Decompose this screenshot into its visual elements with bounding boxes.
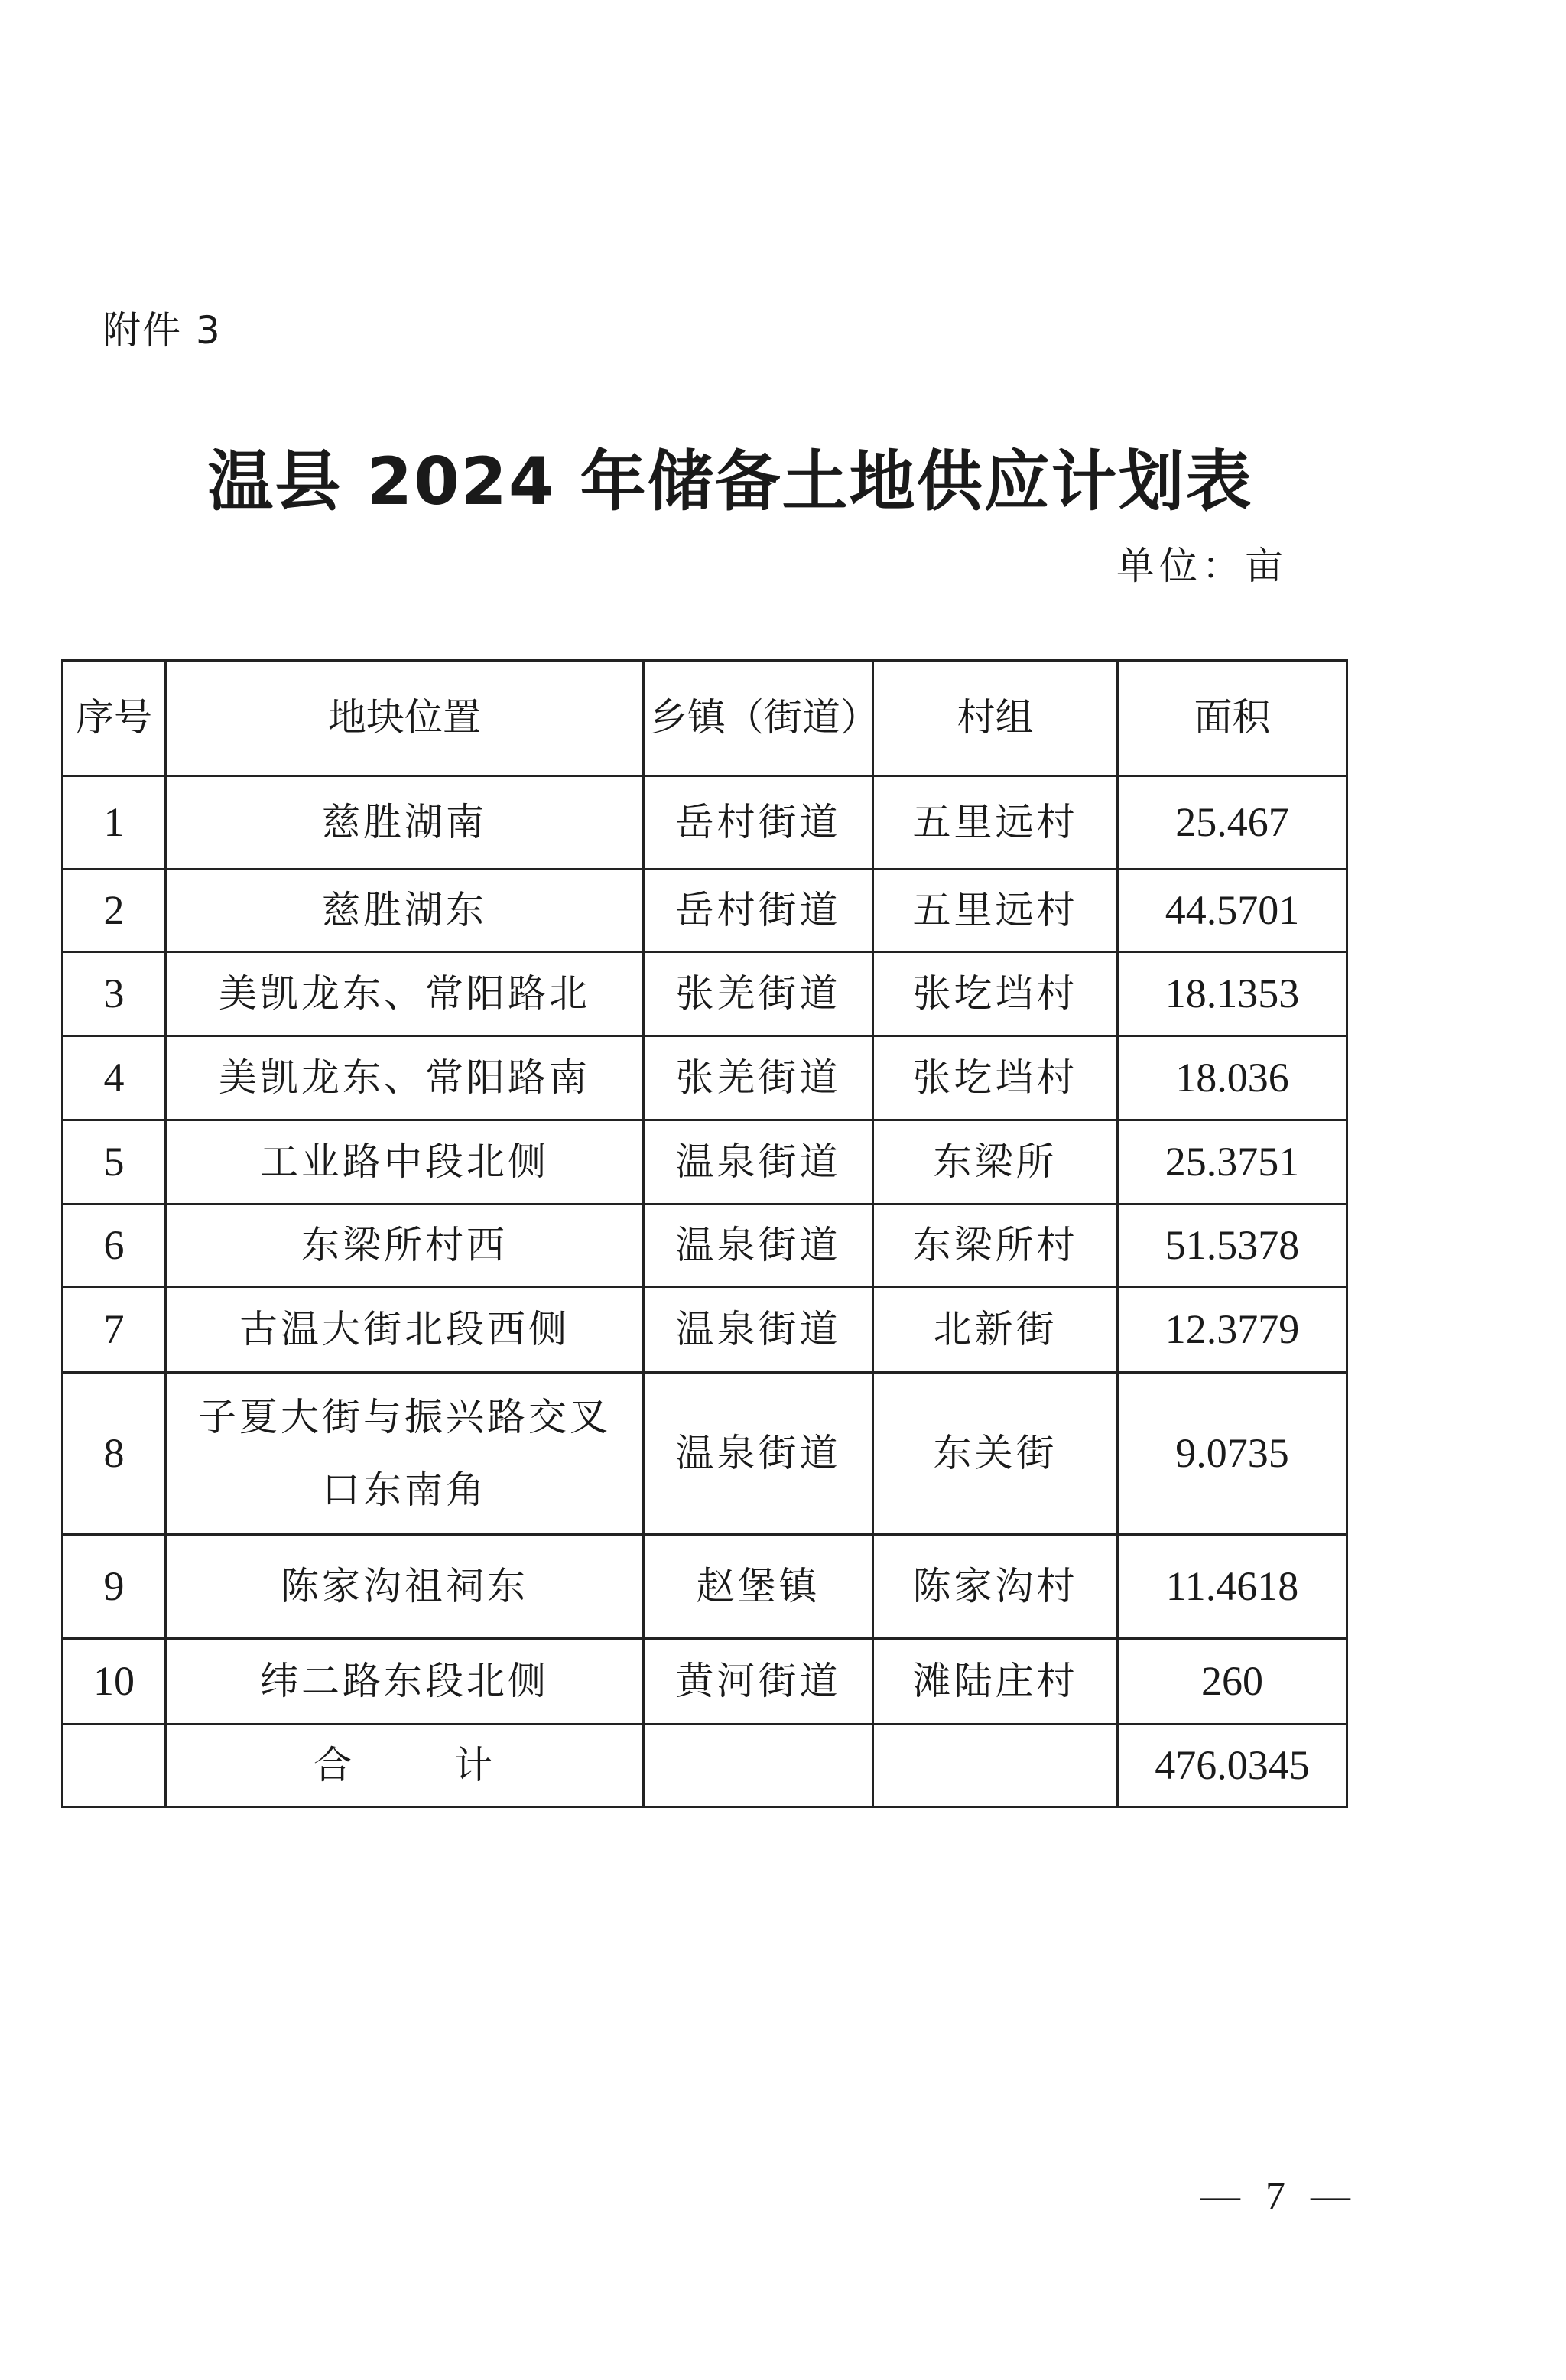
table-row xyxy=(63,952,1347,1036)
cell-area: 12.3779 xyxy=(1118,1287,1347,1373)
table-row xyxy=(63,1373,1347,1535)
header-village: 村组 xyxy=(873,661,1118,776)
total-area: 476.0345 xyxy=(1118,1725,1347,1807)
cell-location: 古温大街北段西侧 xyxy=(166,1287,644,1373)
cell-serial: 5 xyxy=(63,1120,166,1205)
cell-town: 黄河街道 xyxy=(644,1639,873,1725)
unit-label: 单位：亩 xyxy=(1116,544,1288,588)
table-row xyxy=(63,1535,1347,1639)
cell-area: 9.0735 xyxy=(1118,1373,1347,1535)
cell-serial: 4 xyxy=(63,1036,166,1120)
cell-village: 东梁所 xyxy=(873,1120,1118,1205)
table-row xyxy=(63,1205,1347,1287)
cell-location: 慈胜湖南 xyxy=(166,776,644,870)
total-serial-empty xyxy=(63,1725,166,1807)
cell-serial: 10 xyxy=(63,1639,166,1725)
total-town-empty xyxy=(644,1725,873,1807)
cell-area: 25.467 xyxy=(1118,776,1347,870)
cell-village: 北新街 xyxy=(873,1287,1118,1373)
cell-village: 陈家沟村 xyxy=(873,1535,1118,1639)
cell-village: 东关街 xyxy=(873,1373,1118,1535)
cell-serial: 3 xyxy=(63,952,166,1036)
table-row xyxy=(63,776,1347,870)
cell-town: 岳村街道 xyxy=(644,776,873,870)
table-row xyxy=(63,870,1347,952)
cell-serial: 9 xyxy=(63,1535,166,1639)
cell-town: 张羌街道 xyxy=(644,952,873,1036)
cell-location: 子夏大街与振兴路交叉口东南角 xyxy=(166,1373,644,1535)
cell-serial: 6 xyxy=(63,1205,166,1287)
total-label-part1: 合 xyxy=(314,1742,355,1787)
cell-area: 11.4618 xyxy=(1118,1535,1347,1639)
cell-location: 东梁所村西 xyxy=(166,1205,644,1287)
cell-area: 51.5378 xyxy=(1118,1205,1347,1287)
cell-town: 温泉街道 xyxy=(644,1287,873,1373)
land-supply-table xyxy=(61,659,1348,1808)
cell-serial: 1 xyxy=(63,776,166,870)
total-label xyxy=(166,1725,644,1807)
table-row xyxy=(63,1120,1347,1205)
cell-serial: 8 xyxy=(63,1373,166,1535)
cell-serial: 2 xyxy=(63,870,166,952)
cell-location: 陈家沟祖祠东 xyxy=(166,1535,644,1639)
attachment-label: 附件 3 xyxy=(102,308,222,353)
cell-village: 东梁所村 xyxy=(873,1205,1118,1287)
cell-location: 慈胜湖东 xyxy=(166,870,644,952)
document-title: 温县 2024 年储备土地供应计划表 xyxy=(207,444,1253,520)
total-label-part2: 计 xyxy=(454,1742,495,1787)
table-total-row xyxy=(63,1725,1347,1807)
cell-area: 44.5701 xyxy=(1118,870,1347,952)
cell-town: 张羌街道 xyxy=(644,1036,873,1120)
table-row xyxy=(63,1287,1347,1373)
table-row xyxy=(63,1036,1347,1120)
cell-area: 18.036 xyxy=(1118,1036,1347,1120)
cell-location: 美凯龙东、常阳路南 xyxy=(166,1036,644,1120)
cell-town: 赵堡镇 xyxy=(644,1535,873,1639)
table-row xyxy=(63,1639,1347,1725)
total-village-empty xyxy=(873,1725,1118,1807)
page-number: — 7 — xyxy=(1200,2174,1358,2218)
cell-area: 18.1353 xyxy=(1118,952,1347,1036)
cell-town: 温泉街道 xyxy=(644,1120,873,1205)
cell-village: 张圪垱村 xyxy=(873,952,1118,1036)
cell-location: 纬二路东段北侧 xyxy=(166,1639,644,1725)
cell-town: 温泉街道 xyxy=(644,1373,873,1535)
cell-area: 25.3751 xyxy=(1118,1120,1347,1205)
cell-village: 滩陆庄村 xyxy=(873,1639,1118,1725)
cell-town: 温泉街道 xyxy=(644,1205,873,1287)
cell-location: 美凯龙东、常阳路北 xyxy=(166,952,644,1036)
cell-village: 五里远村 xyxy=(873,776,1118,870)
cell-village: 张圪垱村 xyxy=(873,1036,1118,1120)
cell-serial: 7 xyxy=(63,1287,166,1373)
header-serial: 序号 xyxy=(63,661,166,776)
header-area: 面积 xyxy=(1118,661,1347,776)
table-header-row xyxy=(63,661,1347,776)
header-location: 地块位置 xyxy=(166,661,644,776)
cell-location: 工业路中段北侧 xyxy=(166,1120,644,1205)
cell-village: 五里远村 xyxy=(873,870,1118,952)
header-town: 乡镇（街道） xyxy=(644,661,873,776)
cell-area: 260 xyxy=(1118,1639,1347,1725)
cell-town: 岳村街道 xyxy=(644,870,873,952)
